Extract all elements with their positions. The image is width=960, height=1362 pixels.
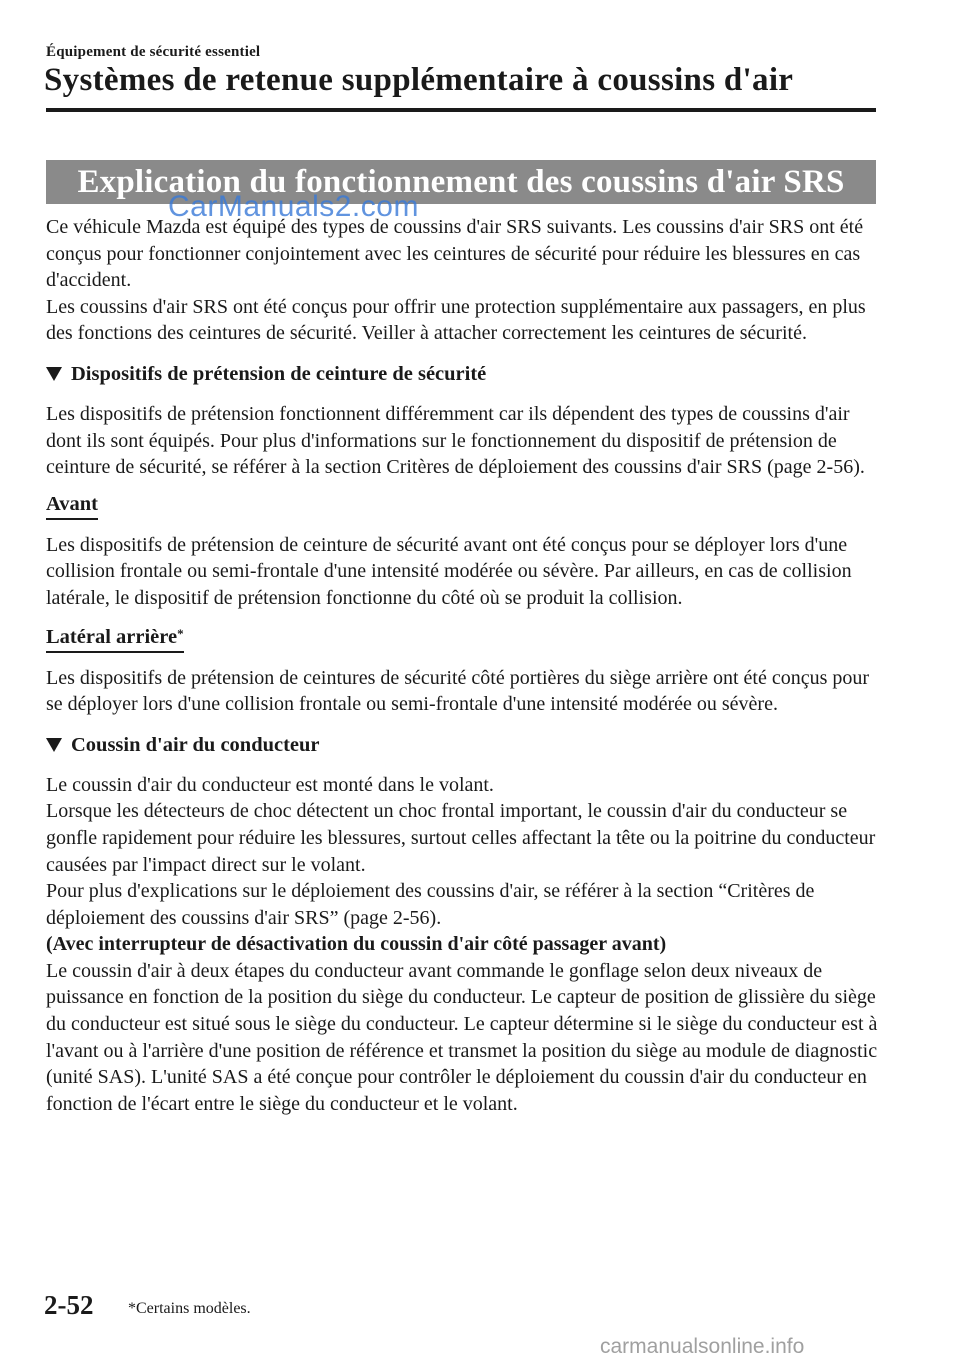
page-number: 2-52	[44, 1290, 94, 1320]
section-title: Explication du fonctionnement des coussins d'air SRS	[77, 163, 845, 200]
rear-heading	[46, 625, 184, 653]
body-text	[46, 214, 878, 1117]
running-head: Équipement de sécurité essentiel	[46, 44, 261, 60]
watermark-text: CarManuals2.com	[168, 190, 419, 223]
driver-paragraph-2: Lorsque les détecteurs de choc détectent un choc frontal important, le coussin d'air du conducteur se gonfle rapidement pour réduire les blessures, surtout celles affectant la tête ou la poitrine du conducteur causées par l'impact direct sur le volant.	[46, 800, 876, 876]
subheading-pretension-label: Dispositifs de prétension de ceinture de sécurité	[71, 362, 487, 385]
triangle-down-icon	[46, 738, 62, 752]
front-heading: Avant	[46, 492, 98, 520]
subheading-driver-airbag-label: Coussin d'air du conducteur	[71, 733, 320, 756]
intro-paragraph-1: Ce véhicule Mazda est équipé des types de coussins d'air SRS suivants. Les coussins d'air SRS ont été conçus pour fonctionner conjointement avec les ceintures de sécurité pour réduire les blessures en cas d'accident.	[46, 216, 864, 292]
triangle-down-icon	[46, 367, 62, 381]
intro-paragraph-2: Les coussins d'air SRS ont été conçus pour offrir une protection supplémentaire aux passagers, en plus des fonctions des ceintures de sécurité. Veiller à attacher correctement les ceintures de sécurité.	[46, 295, 866, 345]
chapter-title: Systèmes de retenue supplémentaire à coussins d'air	[44, 62, 794, 98]
driver-paragraph-1: Le coussin d'air du conducteur est monté dans le volant.	[46, 773, 494, 796]
pretension-paragraph: Les dispositifs de prétension fonctionnent différemment car ils dépendent des types de coussins d'air dont ils sont équipés. Pour plus d'informations sur le fonctionnement du dispositif de prétension de ceinture de sécurité, se référer à la section Critères de déploiement des coussins d'air SRS (page 2-56).	[46, 402, 865, 479]
title-rule	[46, 108, 876, 112]
rear-heading-label: Latéral arrière	[46, 625, 178, 648]
site-watermark: carmanualsonline.info	[600, 1335, 805, 1358]
footnote: *Certains modèles.	[128, 1300, 251, 1317]
front-heading-wrap	[46, 491, 878, 520]
driver-final-paragraph: Le coussin d'air à deux étapes du conducteur avant commande le gonflage selon deux niveaux de puissance en fonction de la position du siège du conducteur. Le capteur de position de glissière du siège du conducteur est situé sous le siège du conducteur. Le capteur détermine si le siège du conducteur est à l'avant ou à l'arrière d'une position de référence et transmet la position du siège au module de diagnostic (unité SAS). L'unité SAS a été conçue pour contrôler le déploiement du coussin d'air du conducteur en fonction de l'écart entre le siège du conducteur et le volant.	[46, 959, 878, 1115]
subheading-pretension	[46, 361, 878, 387]
subheading-driver-airbag	[46, 732, 878, 758]
rear-paragraph: Les dispositifs de prétension de ceintures de sécurité côté portières du siège arrière ont été conçus pour se déployer lors d'une collision frontale ou semi-frontale d'une intensité modérée ou sévère.	[46, 666, 870, 716]
rear-heading-wrap	[46, 624, 878, 653]
rear-heading-asterisk: *	[177, 625, 184, 641]
driver-bold-note: (Avec interrupteur de désactivation du coussin d'air côté passager avant)	[46, 933, 667, 956]
front-paragraph: Les dispositifs de prétension de ceinture de sécurité avant ont été conçus pour se déployer lors d'une collision frontale ou semi-frontale d'une intensité modérée ou sévère. Par ailleurs, en cas de collision latérale, le dispositif de prétension fonctionne du côté où se produit la collision.	[46, 533, 852, 609]
driver-paragraph-3: Pour plus d'explications sur le déploiement des coussins d'air, se référer à la section “Critères de déploiement des coussins d'air SRS” (page 2-56).	[46, 880, 815, 929]
